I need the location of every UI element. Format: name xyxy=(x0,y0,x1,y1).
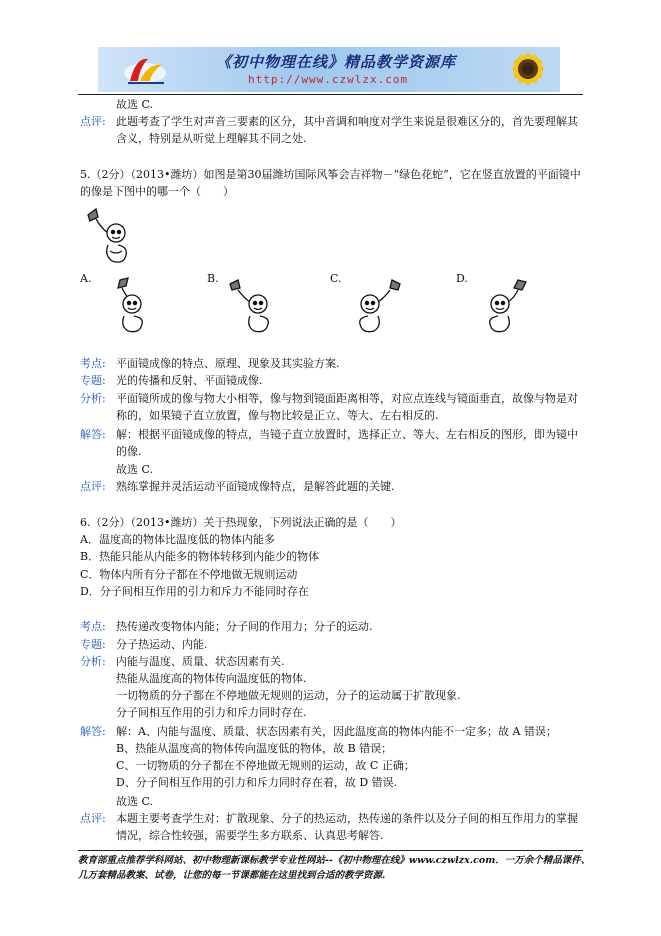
site-logo-icon xyxy=(122,53,168,87)
q5-zhuanti: 专题: 光的传播和反射、平面镜成像. xyxy=(80,372,586,389)
q5-dianping-text: 熟练掌握并灵活运动平面镜成像特点，是解答此题的关键. xyxy=(116,480,395,493)
q6-jieda: 解答: 解：A、内能与温度、质量、状态因素有关，因此温度高的物体内能不一定多；故 A 错误； B、热能从温度高的物体传向温度低的物体，故 B 错误； C、一切物质的分子都在不停地做无规则的运动，故 C 正确； D、分子间相互作用的引力和斥力同时存在着，故 D 错误. xyxy=(80,723,586,791)
q5-kaodian-text: 平面镜成像的特点、原理、现象及其实验方案. xyxy=(116,357,340,370)
header-banner xyxy=(98,47,560,92)
jieda-label: 解答 xyxy=(80,428,102,441)
q6-fenxi-line-3: 一切物质的分子都在不停地做无规则的运动，分子的运动属于扩散现象. xyxy=(116,689,461,702)
footer-text: 教育部重点推荐学科网站、初中物理新课标教学专业性网站--《初中物理在线》www.czwlzx.com．一万余个精品课件、几万套精品教案、试卷，让您的每一节课都能在这里找到合适的教学资源. xyxy=(78,855,591,881)
banner-title: 《初中物理在线》精品教学资源库 xyxy=(216,53,457,71)
zhuanti-label: 专题 xyxy=(80,638,102,651)
q6-jieda-line-3: C、一切物质的分子都在不停地做无规则的运动，故 C 正确； xyxy=(116,759,415,772)
q6-zhuanti-text: 分子热运动、内能. xyxy=(116,638,208,651)
q6-option-d[interactable]: D．分子间相互作用的引力和斥力不能同时存在 xyxy=(80,585,309,598)
q6-fenxi-line-1: 内能与温度、质量、状态因素有关. xyxy=(116,655,285,668)
q5-dianping: 点评: 熟练掌握并灵活运动平面镜成像特点，是解答此题的关键. xyxy=(80,478,586,495)
q5-zhuanti-text: 光的传播和反射、平面镜成像. xyxy=(116,374,263,387)
dianping-label: 点评 xyxy=(80,480,102,493)
q6-fenxi: 分析: 内能与温度、质量、状态因素有关. 热能从温度高的物体传向温度低的物体. 一切物质的分子都在不停地做无规则的运动，分子的运动属于扩散现象. 分子间相互作用的引力和斥力同时存在. xyxy=(80,653,586,721)
zhuanti-label: 专题 xyxy=(80,374,102,387)
q5-stem xyxy=(80,166,586,200)
q6-fenxi-line-4: 分子间相互作用的引力和斥力同时存在. xyxy=(116,706,307,719)
prev-answer: 故选 C. xyxy=(116,98,154,111)
fenxi-label: 分析 xyxy=(80,392,102,405)
prev-dianping-text: 此题考查了学生对声音三要素的区分，其中音调和响度对学生来说是很难区分的，首先要理解其含义，特别是从听觉上理解其不同之处. xyxy=(116,115,578,145)
q6-zhuanti: 专题: 分子热运动、内能. xyxy=(80,636,586,653)
snake-option-b-icon[interactable] xyxy=(226,276,280,334)
q5-option-a[interactable]: A. xyxy=(80,272,92,285)
q6-dianping-text: 本题主要考查学生对：扩散现象、分子的热运动，热传递的条件以及分子间的相互作用力的掌握情况，综合性较强，需要学生多方联系、认真思考解答. xyxy=(116,812,578,842)
kaodian-label: 考点 xyxy=(80,620,102,633)
snake-option-a-icon[interactable] xyxy=(100,276,154,334)
q6-answer: 故选 C. xyxy=(116,795,154,808)
snake-option-c-icon[interactable] xyxy=(348,276,402,334)
q6-kaodian-text: 热传递改变物体内能；分子间的作用力；分子的运动. xyxy=(116,620,373,633)
q6-kaodian: 考点: 热传递改变物体内能；分子间的作用力；分子的运动. xyxy=(80,618,586,635)
q5-answer: 故选 C. xyxy=(116,463,154,476)
q5-fenxi-text: 平面镜所成的像与物大小相等，像与物到镜面距离相等，对应点连线与镜面垂直，故像与物是对称的，如果镜子直立放置，像与物比较是正立、等大、左右相反的. xyxy=(116,392,578,422)
footer-rule xyxy=(78,850,583,851)
q6-option-c[interactable]: C．物体内所有分子都在不停地做无规则运动 xyxy=(80,568,298,581)
q5-kaodian: 考点: 平面镜成像的特点、原理、现象及其实验方案. xyxy=(80,355,586,372)
q6-jieda-line-4: D、分子间相互作用的引力和斥力同时存在着，故 D 错误. xyxy=(116,776,398,789)
q6-option-b[interactable]: B．热能只能从内能多的物体转移到内能少的物体 xyxy=(80,550,320,563)
q5-option-c[interactable]: C. xyxy=(330,272,342,285)
banner-url[interactable]: http://www.czwlzx.com xyxy=(248,73,409,86)
q6-fenxi-line-2: 热能从温度高的物体传向温度低的物体. xyxy=(116,672,307,685)
q5-jieda-text: 解：根据平面镜成像的特点，当镜子直立放置时，选择正立、等大、左右相反的图形，即为镜中的像. xyxy=(116,428,578,458)
dianping-label: 点评 xyxy=(80,812,102,825)
q6-jieda-line-1: 解：A、内能与温度、质量、状态因素有关，因此温度高的物体内能不一定多；故 A 错误； xyxy=(116,725,557,738)
q5-option-d[interactable]: D. xyxy=(456,272,468,285)
q6-option-a[interactable]: A．温度高的物体比温度低的物体内能多 xyxy=(80,533,275,546)
q5-stem-text: 5.（2分）（2013•潍坊）如图是第30届潍坊国际风筝会吉祥物－“绿色花蛇”，它在竖直放置的平面镜中的像是下图中的哪一个（ ） xyxy=(80,168,581,198)
q5-fenxi: 分析: 平面镜所成的像与物大小相等，像与物到镜面距离相等，对应点连线与镜面垂直，故像与物是对称的，如果镜子直立放置，像与物比较是正立、等大、左右相反的. xyxy=(80,390,586,424)
fenxi-label: 分析 xyxy=(80,655,102,668)
prev-dianping: 点评: 此题考查了学生对声音三要素的区分，其中音调和响度对学生来说是很难区分的，首先要理解其含义，特别是从听觉上理解其不同之处. xyxy=(80,113,586,147)
q6-stem: 6.（2分）（2013•潍坊）关于热现象，下列说法正确的是（ ） xyxy=(80,516,402,529)
kaodian-label: 考点 xyxy=(80,357,102,370)
sunflower-icon xyxy=(493,47,560,92)
q6-jieda-line-2: B、热能从温度高的物体传向温度低的物体，故 B 错误； xyxy=(116,742,393,755)
snake-option-d-icon[interactable] xyxy=(478,276,532,334)
header-rule xyxy=(78,94,583,95)
q5-option-b[interactable]: B. xyxy=(207,272,219,285)
dianping-label: 点评 xyxy=(80,115,102,128)
snake-mascot-original-icon xyxy=(86,207,140,265)
q6-dianping: 点评: 本题主要考查学生对：扩散现象、分子的热运动，热传递的条件以及分子间的相互作用力的掌握情况，综合性较强，需要学生多方联系、认真思考解答. xyxy=(80,810,586,844)
q5-jieda: 解答: 解：根据平面镜成像的特点，当镜子直立放置时，选择正立、等大、左右相反的图形，即为镜中的像. xyxy=(80,426,586,460)
jieda-label: 解答 xyxy=(80,725,102,738)
